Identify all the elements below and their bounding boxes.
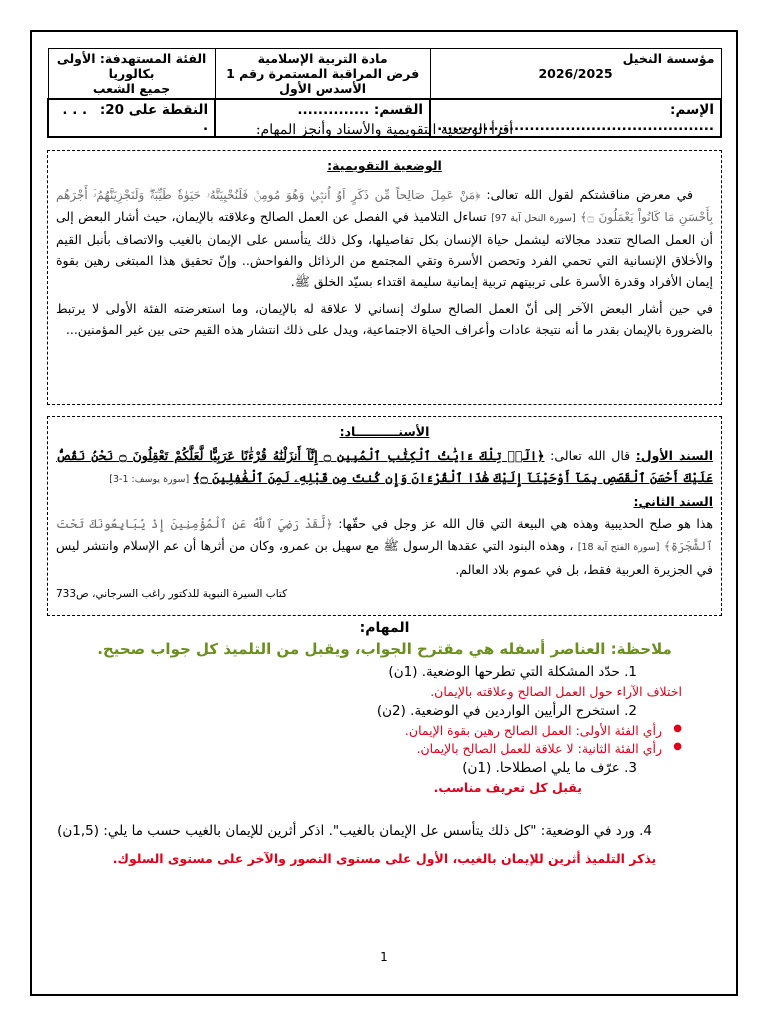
task-3: 3. عرّف ما يلي اصطلاحا. (1ن) xyxy=(462,760,637,776)
instruction: أقرأ الوضعية التقويمية والأسناد وأنجز المهام: xyxy=(255,122,514,138)
source-2 xyxy=(56,513,713,581)
class-field[interactable]: القسم: .............. xyxy=(215,99,430,137)
source-1 xyxy=(56,445,713,491)
quran-ref-yusuf: [سورة يوسف: 1-3] xyxy=(109,474,190,485)
grade-label: النقطة على 20: xyxy=(99,102,209,118)
quran-verse-yusuf: ﴿الٓرۚ تِلْكَ ءَايَٰتُ ٱلْكِتَٰبِ ٱلْمُبِينِ ۝ إِنَّآ أَنزَلْنَٰهُ قُرْءَٰنًا عَرَبِيًّا لَّعَلَّكُمْ تَعْقِلُونَ ۝ نَحْنُ نَقُصُّ عَلَيْكَ أَحْسَنَ ٱلْقَصَصِ بِمَآ أَوْحَيْنَآ إِلَيْكَ هَٰذَا ٱلْقُرْءَانَ وَإِن كُنتَ مِن قَبْلِهِۦ لَمِنَ ٱلْغَٰفِلِينَ ۝﴾ xyxy=(56,448,713,485)
tasks-note: ملاحظة: العناصر أسفله هي مقترح الجواب، ويقبل من التلميذ كل جواب صحيح. xyxy=(97,640,672,658)
school-year: 2026/2025 xyxy=(538,66,613,81)
tasks-title: المهام: xyxy=(359,620,410,636)
quran-verse-nahl: ﴿مَنْ عَمِلَ صَالِحاً مِّن ذَكَرٍ اَوُ اُنث۪يٰ وَهُوَ مُومِنٞ فَلَنُحْيِيَنَّهُۥ حَيَوٰةٗ طَيِّبَةٗۖ وَلَنَجْزِيَنَّهُمُۥٓ أَجْرَهُم بِأَحْسَنِ مَا كَانُواْ يَعْمَلُونَ ۝﴾ xyxy=(56,188,713,224)
subject-cell xyxy=(215,49,430,100)
target-group: الفئة المستهدفة: الأولى بكالوريا xyxy=(56,51,207,81)
page-number: 1 xyxy=(380,950,388,964)
answer-4: يذكر التلميذ أثرين للإيمان بالغيب، الأول على مستوى التصور والآخر على مستوى السلوك. xyxy=(112,851,657,866)
source-2-label: السند الثاني: xyxy=(633,494,713,509)
target-cell xyxy=(48,49,215,100)
source-1-intro: قال الله تعالى: xyxy=(550,448,631,463)
situation-paragraph-2: في حين أشار البعض الآخر إلى أنّ العمل الصالح سلوك إنساني لا علاقة له بالإيمان، وما استعرضته الفئة الأولى لا يرتبط بالضرورة بالإيمان بقدر ما أنه نتيجة عادات وأعراف الحياة الاجتماعية، ويدل على ذلك انتشار هذه القيم حتى بين غير المؤمنين... xyxy=(56,301,713,337)
exam-title: فرض المراقبة المستمرة رقم 1 الأسدس الأول xyxy=(226,66,420,96)
school-name: مؤسسة النخيل xyxy=(622,51,715,66)
source-1-label: السند الأول: xyxy=(635,448,713,463)
tasks-section xyxy=(47,620,722,866)
quran-ref-fath: [سورة الفتح آية 18] xyxy=(577,542,660,553)
situation-text-1: تساءل التلاميذ في الفصل عن العمل الصالح وعلاقته بالإيمان، حيث أشار البعض إلى أن العمل الصالح تتعدد مجالاته ليشمل حياة الإنسان بكل تفاصيلها، وكل ذلك يتأسس على الإيمان بالغيب والاتصاف بأنبل القيم والأخلاق الإنسانية التي تحمي الفرد وتحصن الأسرة وتقي المجتمع من الرذائل والفواحش.. وإنّ تحقيق هذا المبتغى رهين بقوة إيمان الأفراد وقدرة الأسرة على تربيتهم تربية إيمانية سليمة اقتداء بسيّد الخلق ﷺ. xyxy=(56,209,713,289)
quran-ref-nahl: [سورة النحل آية 97] xyxy=(491,213,576,224)
answer-3: يقبل كل تعريف مناسب. xyxy=(433,780,582,795)
evaluation-situation-box xyxy=(47,150,722,405)
source-2-intro: هذا هو صلح الحديبية وهذه هي البيعة التي قال الله عز وجل في حقّها: xyxy=(338,516,713,531)
source-citation: كتاب السيرة النبوية للدكتور راغب السرجاني، ص733 xyxy=(56,588,288,600)
situation-paragraph-1 xyxy=(56,184,713,292)
task-1: 1. حدّد المشكلة التي تطرحها الوضعية. (1ن) xyxy=(388,664,637,680)
task-2: 2. استخرج الرأيين الواردين في الوضعية. (2ن) xyxy=(376,703,637,719)
sources-box xyxy=(47,416,722,616)
source-2-text: ، وهذه البنود التي عقدها الرسول ﷺ مع سهيل بن عمرو، وكان من أثرها أن عم الإسلام وانتشر ليس في الجزيرة العربية فقط، بل في عموم بلاد العالم. xyxy=(56,538,713,577)
answer-1: اختلاف الآراء حول العمل الصالح وعلاقته بالإيمان. xyxy=(430,684,682,699)
branches: جميع الشعب xyxy=(92,81,171,96)
situation-title: الوضعية التقويمية: xyxy=(327,158,442,173)
grade-dots: . . . . xyxy=(62,102,209,134)
school-cell xyxy=(430,49,721,100)
student-name-field[interactable]: الإسم: ...................................................... xyxy=(430,99,721,137)
quran-verse-fath: ﴿لَّقَدْ رَضِيَ ٱللَّهُ عَنِ ٱلْمُؤْمِنِينَ إِذْ يُبَايِعُونَكَ تَحْتَ ٱلشَّجَرَةِ﴾ xyxy=(56,517,713,553)
subject-name: مادة التربية الإسلامية xyxy=(257,51,388,66)
answer-2-first-opinion: ● رأي الفئة الأولى: العمل الصالح رهين بقوة الإيمان. xyxy=(47,723,722,738)
task-4: 4. ورد في الوضعية: "كل ذلك يتأسس عل الإيمان بالغيب". اذكر أثرين للإيمان بالغيب حسب ما يلي: (1,5ن) xyxy=(57,823,652,839)
situation-intro: في معرض مناقشتكم لقول الله تعالى: xyxy=(486,187,693,202)
answer-2-second-opinion: ● رأي الفئة الثانية: لا علاقة للعمل الصالح بالإيمان. xyxy=(47,741,722,756)
sources-title: الأسنــــــــــاد: xyxy=(339,424,430,439)
